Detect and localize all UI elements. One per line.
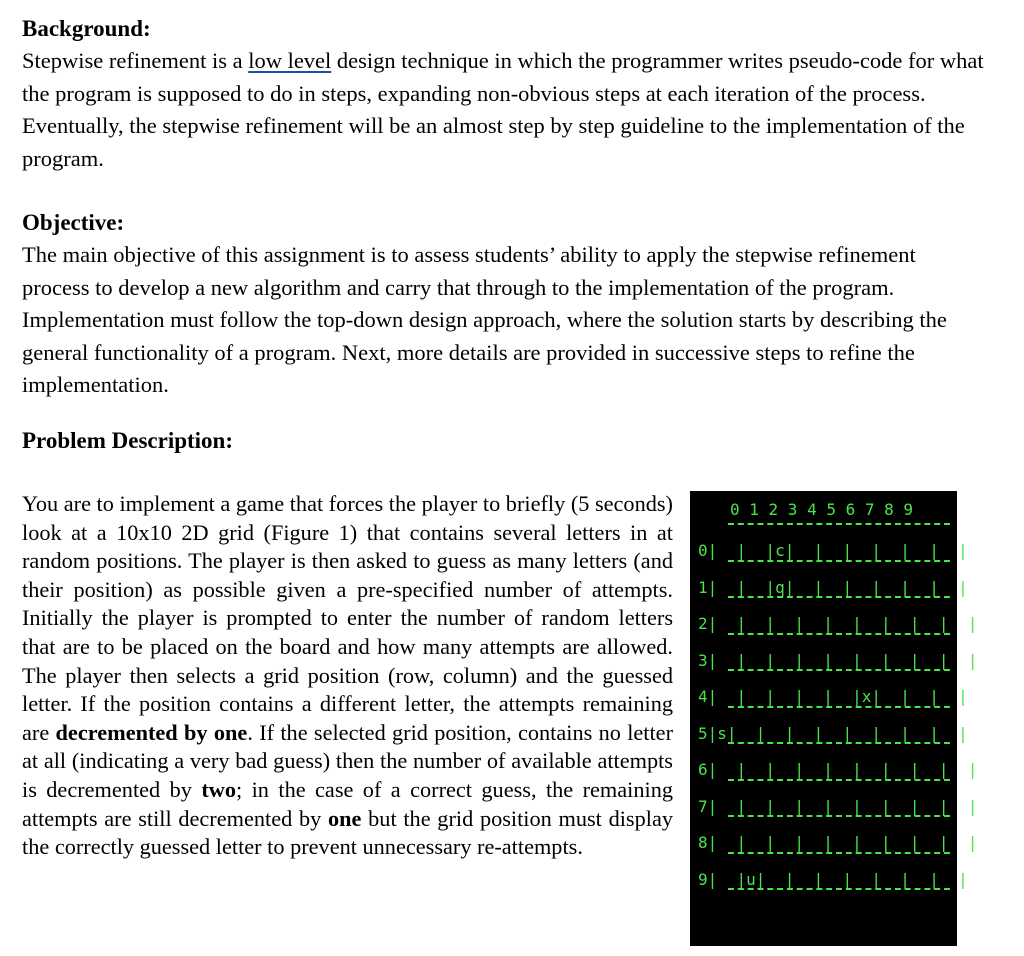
problem-heading: Problem Description: [22,427,234,453]
grid-row: 3| | | | | | | | | | [698,650,978,670]
grid-row: 9| |u| | | | | | | | [698,869,968,889]
problem-bold-2: two [201,776,236,802]
grid-separator [728,669,950,671]
background-heading: Background: [22,16,151,41]
background-text-start: Stepwise refinement is a [22,48,249,73]
grid-figure [690,491,978,946]
objective-paragraph: The main objective of this assignment is to assess students’ ability to apply the stepwise refinement process to develop a new algorithm and carry that through to the implementation of the program. Implementation must follow the top-down design approach, where the solution starts by describing the general functionality of a program. Next, more details are provided in successive steps to refine the implementation. [22,242,947,397]
grid-separator [728,523,950,525]
problem-bold-1: decremented by one [55,719,248,745]
grid-separator [728,779,950,781]
grid-row: 4| | | | | |x| | | | [698,687,968,706]
grid-row: 5|s| | | | | | | | | [698,723,968,743]
background-paragraph [22,45,987,175]
problem-text-1: You are to implement a game that forces the player to briefly (5 seconds) look at a 10x10 2D grid (Figure 1) that contains several letters in at random positions. The player is then asked to guess as many letters (and their position) as possible given a pre-specified number of attempts. Initially the player is prompted to enter the number of random letters that are to be placed on the board and how many attempts are allowed. The player then selects a grid position (row, column) and the guessed letter. If the position contains a different letter, the attempts remaining are [22,491,673,745]
objective-heading: Objective: [22,210,125,235]
grid-separator [728,596,950,598]
document-body [22,12,987,457]
grid-column-header: 0 1 2 3 4 5 6 7 8 9 [730,500,914,519]
grid-row: 6| | | | | | | | | | [698,760,978,779]
grid-separator [728,560,950,562]
problem-bold-3: one [327,805,362,831]
grid-separator [728,888,950,890]
grid-row: 0| | |c| | | | | | | [698,541,968,560]
grid-separator [728,742,950,744]
grid-separator [728,706,950,708]
grid-row: 8| | | | | | | | | | [698,833,978,852]
background-text-end: design technique in which the programmer writes pseudo-code for what the program is supposed to do in steps, expanding non-obvious steps at each iteration of the process. Eventually, the stepwise refinement will be an almost step by step guideline to the implementation of the program. [22,48,984,171]
grid-row: 2| | | | | | | | | | [698,614,978,633]
grid-separator [728,633,950,635]
problem-text-2: . If the selected grid position, contains no letter at all (indicating a very bad guess) then the number of available attempts is decremented by [22,719,674,802]
grid-row: 1| | |q| | | | | | | [698,577,968,597]
low-level-link[interactable]: low level [248,48,332,73]
problem-text-3: ; in the case of a correct guess, the remaining attempts are still decremented by [22,776,673,831]
problem-text-4: but the grid position must display the correctly guessed letter to prevent unnecessary re-attempts. [22,805,673,860]
grid-row: 7| | | | | | | | | | [698,796,978,816]
grid-separator [728,852,950,854]
problem-paragraph [22,490,673,862]
grid-separator [728,815,950,817]
